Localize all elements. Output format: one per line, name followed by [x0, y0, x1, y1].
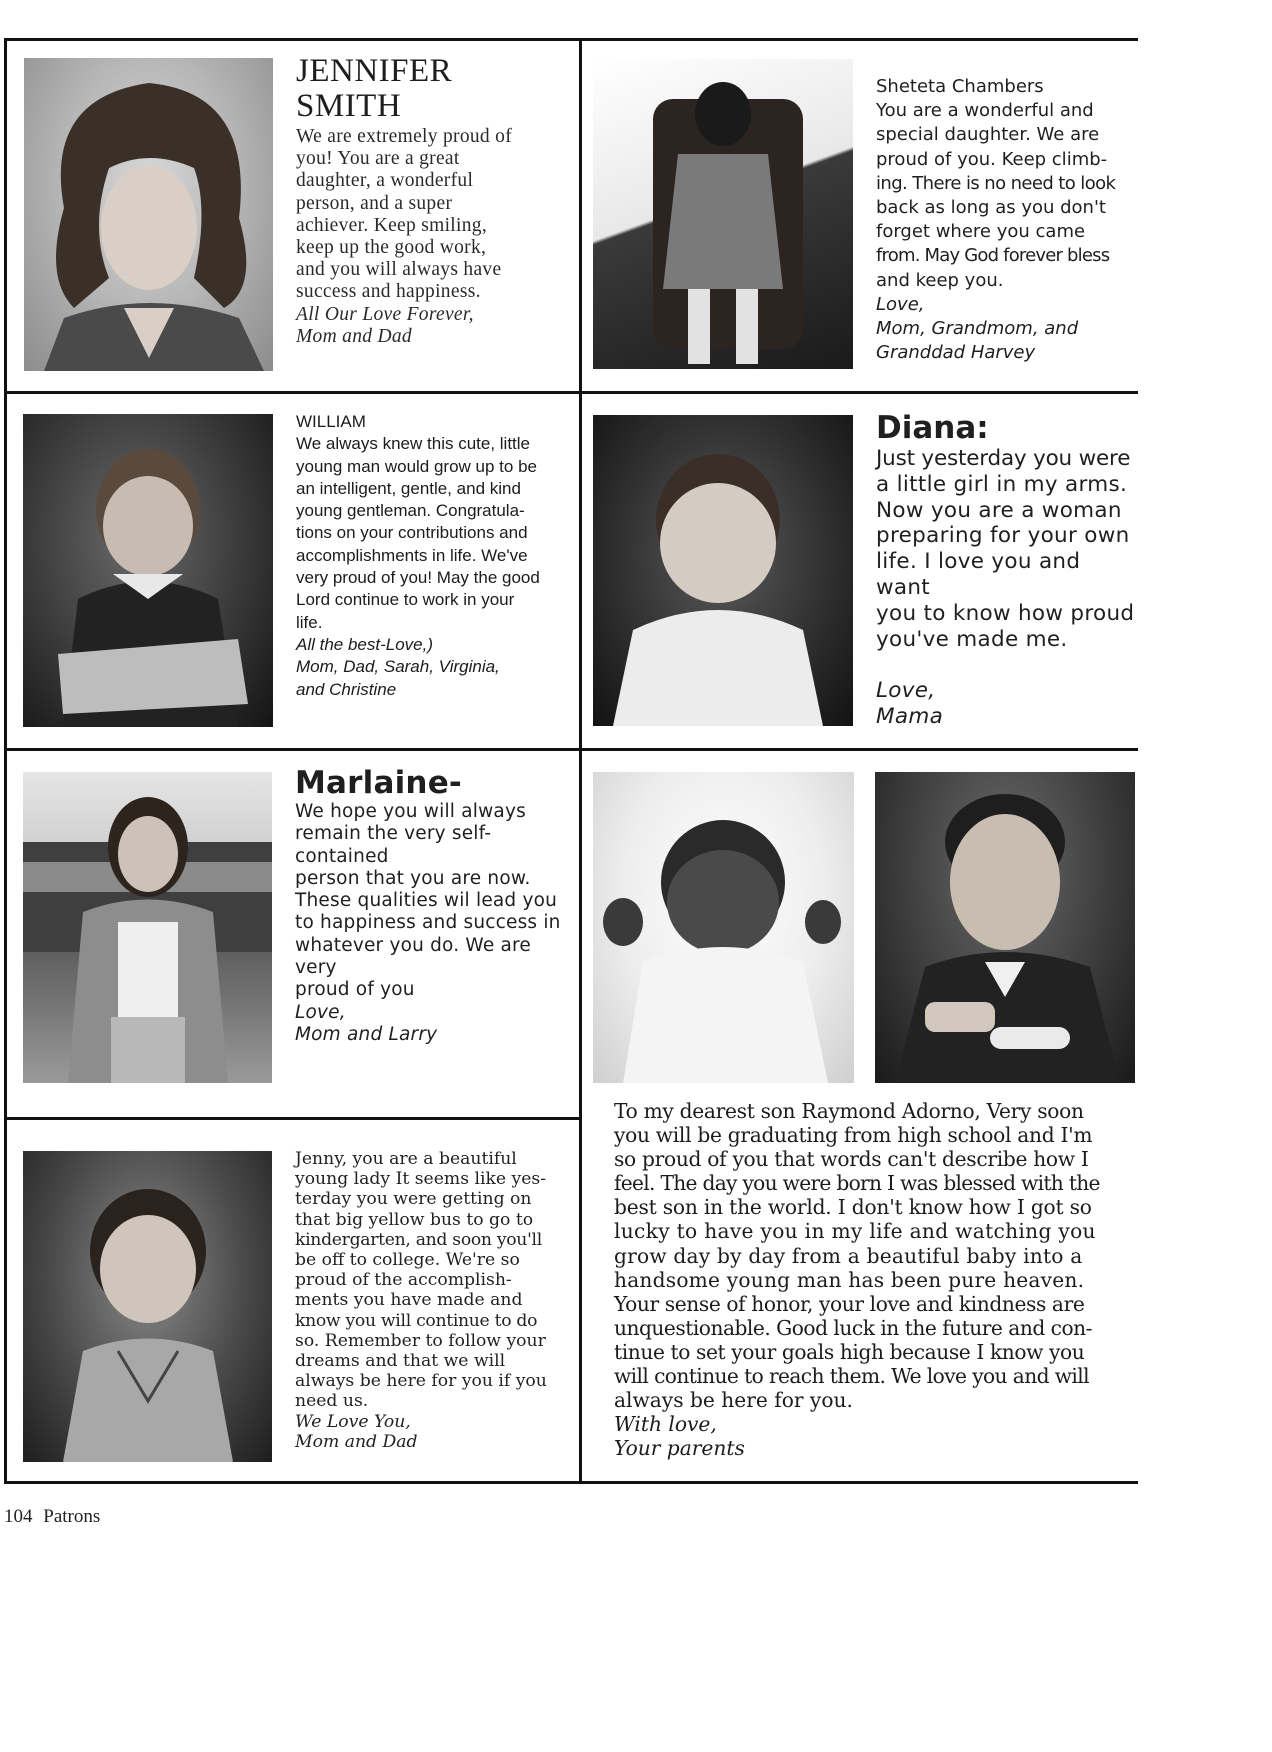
raymond-line: will continue to reach them. We love you and will — [614, 1364, 1089, 1389]
marlaine-line: remain the very self-contained — [295, 823, 492, 867]
frame-bottom — [4, 1481, 1138, 1484]
jenny-line: ments you have made and — [295, 1290, 523, 1311]
william-line: young man would grow up to be — [296, 456, 537, 476]
william-message — [296, 411, 576, 701]
raymond-line: best son in the world. I don't know how I got so — [614, 1195, 1092, 1220]
jenny-line: always be here for you if you — [295, 1371, 547, 1392]
sheteta-photo — [593, 59, 853, 369]
row-divider-3-left — [4, 1117, 582, 1120]
diana-message — [876, 410, 1138, 730]
sheteta-line: forget where you came — [876, 221, 1086, 243]
william-line: WILLIAM — [296, 412, 366, 431]
marlaine-message — [295, 765, 578, 1046]
sheteta-line: You are a wonderful and — [876, 100, 1094, 122]
row-divider-2 — [4, 748, 1138, 751]
frame-top — [4, 38, 1138, 41]
diana-line: a little girl in my arms. — [876, 471, 1128, 497]
diana-line: Now you are a woman — [876, 497, 1122, 523]
raymond-line: you will be graduating from high school and I'm — [614, 1123, 1093, 1148]
william-line: tions on your contributions and — [296, 523, 528, 543]
sheteta-message — [876, 75, 1138, 365]
jenny-message — [295, 1149, 578, 1452]
raymond-line: unquestionable. Good luck in the future and con- — [614, 1315, 1092, 1340]
diana-line: Just yesterday you were — [876, 446, 1131, 471]
raymond-line: so proud of you that words can't describe how I — [614, 1147, 1089, 1172]
jennifer-line: you! You are a great — [296, 148, 460, 170]
sheteta-closing: Mom, Grandmom, and — [876, 318, 1079, 340]
william-closing: and Christine — [296, 679, 397, 699]
jenny-line: dreams and that we will — [295, 1351, 506, 1372]
page-footer — [4, 1505, 100, 1529]
jennifer-message — [296, 54, 571, 348]
jenny-line: need us. — [295, 1391, 369, 1412]
marlaine-line: proud of you — [295, 979, 415, 1001]
marlaine-heading: Marlaine- — [295, 765, 462, 801]
jennifer-line: We are extremely proud of — [296, 126, 513, 147]
raymond-line: handsome young man has been pure heaven. — [614, 1267, 1085, 1292]
sheteta-line: and keep you. — [876, 269, 1004, 291]
jennifer-closing: All Our Love Forever, — [296, 303, 474, 325]
marlaine-line: person that you are now. — [295, 867, 531, 889]
jenny-line: kindergarten, and soon you'll — [295, 1229, 542, 1250]
jennifer-line: person, and a super — [296, 192, 453, 214]
william-closing: All the best-Love,) — [296, 634, 434, 654]
marlaine-line: These qualities wil lead you — [295, 890, 558, 912]
marlaine-closing: Love, — [295, 1001, 346, 1023]
raymond-line: tinue to set your goals high because I know you — [614, 1339, 1085, 1364]
jennifer-line: and you will always have — [296, 259, 502, 281]
jenny-line: Jenny, you are a beautiful — [295, 1149, 517, 1169]
raymond-line: always be here for you. — [614, 1388, 853, 1413]
jenny-photo — [23, 1151, 272, 1462]
marlaine-line: to happiness and success in — [295, 912, 561, 934]
sheteta-line: ing. There is no need to look — [876, 172, 1116, 194]
jenny-line: know you will continue to do — [295, 1310, 538, 1331]
raymond-line: grow day by day from a beautiful baby into a — [614, 1243, 1083, 1268]
sheteta-closing: Love, — [876, 293, 925, 315]
sheteta-line: special daughter. We are — [876, 124, 1100, 146]
sheteta-closing: Granddad Harvey — [876, 342, 1036, 364]
marlaine-line: We hope you will always — [295, 801, 526, 822]
marlaine-line: whatever you do. We are very — [295, 934, 532, 979]
raymond-line: lucky to have you in my life and watching you — [614, 1219, 1096, 1244]
diana-line: preparing for your own — [876, 523, 1130, 549]
jennifer-line: daughter, a wonderful — [296, 170, 474, 192]
jennifer-line: keep up the good work, — [296, 237, 487, 259]
section-name: Patrons — [43, 1506, 101, 1527]
sheteta-line: from. May God forever bless — [876, 245, 1110, 267]
raymond-closing: With love, — [614, 1412, 717, 1437]
sheteta-line: back as long as you don't — [876, 197, 1106, 219]
william-line: Lord continue to work in your — [296, 590, 515, 610]
raymond-graduate-photo — [875, 772, 1135, 1083]
raymond-line: feel. The day you were born I was blessed with the — [614, 1171, 1100, 1196]
raymond-line: Your sense of honor, your love and kindness are — [614, 1291, 1085, 1316]
diana-heading: Diana: — [876, 410, 989, 446]
row-divider-1 — [4, 391, 1138, 394]
jenny-line: terday you were getting on — [295, 1189, 532, 1210]
jenny-line: proud of the accomplish- — [295, 1270, 512, 1291]
william-line: an intelligent, gentle, and kind — [296, 478, 521, 498]
sheteta-line: Sheteta Chambers — [876, 76, 1044, 97]
diana-line: life. I love you and want — [876, 549, 1081, 600]
diana-closing: Love, — [876, 678, 936, 704]
william-line: accomplishments in life. We've — [296, 545, 528, 565]
jennifer-name-line1: JENNIFER — [296, 53, 453, 89]
jenny-closing: Mom and Dad — [295, 1431, 418, 1452]
william-line: We always knew this cute, little — [296, 434, 530, 454]
jenny-closing: We Love You, — [295, 1411, 411, 1432]
sheteta-line: proud of you. Keep climb- — [876, 148, 1108, 170]
william-photo — [23, 414, 273, 727]
frame-left — [4, 38, 7, 1484]
raymond-message — [614, 1099, 1138, 1460]
raymond-line: To my dearest son Raymond Adorno, Very soon — [614, 1099, 1084, 1123]
jenny-line: be off to college. We're so — [295, 1250, 520, 1271]
diana-line: you to know how proud — [876, 600, 1135, 626]
raymond-closing: Your parents — [614, 1436, 745, 1461]
column-divider — [579, 38, 582, 1484]
marlaine-closing: Mom and Larry — [295, 1023, 438, 1045]
diana-line: you've made me. — [876, 626, 1068, 652]
jennifer-line: achiever. Keep smiling, — [296, 214, 488, 236]
raymond-baby-photo — [593, 772, 854, 1083]
william-line: very proud of you! May the good — [296, 568, 540, 588]
jennifer-name-line2: SMITH — [296, 88, 402, 124]
diana-closing: Mama — [876, 704, 944, 730]
diana-photo — [593, 415, 853, 726]
jennifer-line: success and happiness. — [296, 281, 481, 303]
jenny-line: so. Remember to follow your — [295, 1330, 546, 1351]
jennifer-closing: Mom and Dad — [296, 325, 412, 347]
jenny-line: that big yellow bus to go to — [295, 1209, 534, 1230]
jennifer-photo — [24, 58, 273, 371]
william-line: young gentleman. Congratula- — [296, 501, 525, 521]
william-closing: Mom, Dad, Sarah, Virginia, — [296, 657, 500, 677]
page-number: 104 — [4, 1506, 33, 1527]
marlaine-photo — [23, 772, 272, 1083]
william-line: life. — [296, 612, 323, 632]
jenny-line: young lady It seems like yes- — [295, 1169, 547, 1190]
